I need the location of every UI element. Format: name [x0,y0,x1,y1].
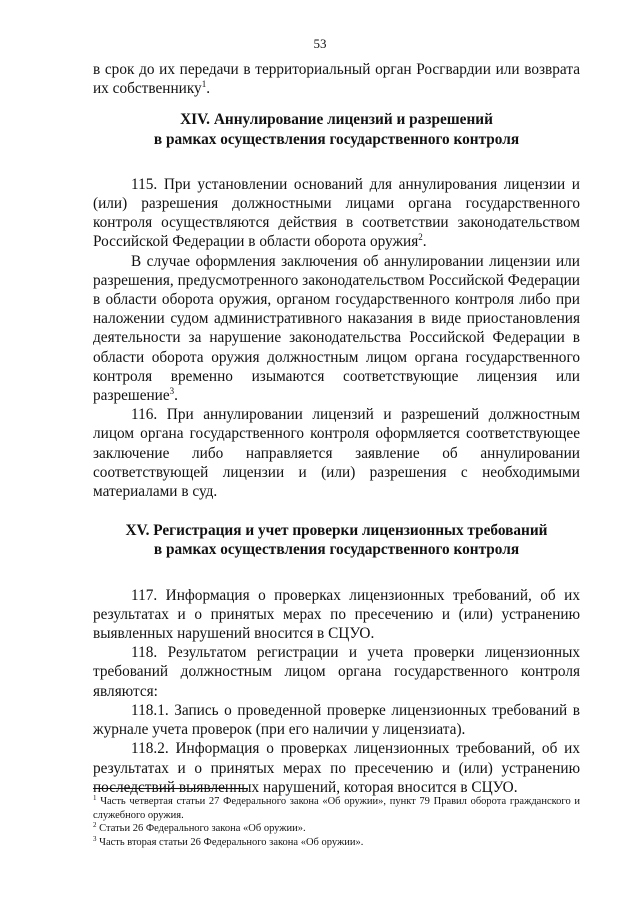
paragraph-118-1: 118.1. Запись о проведенной проверке лицензионных требований в журнале учета проверок (при его наличии у лицензиата). [93,701,580,739]
footnote-number: 1 [93,794,97,802]
section-title-line: в рамках осуществления государственного контроля [153,541,520,559]
footnote: $^2$ Статьи 26 Федерального закона «Об оружии». [93,821,306,834]
footnote-number: 2 [93,821,97,829]
paragraph-115: 115. При установлении оснований для аннулирования лицензии и (или) разрешения должностными лицами органа государственного контроля осуществляются действия в соответствии законодательством Российской Федерации в области оборота оружия$^2$. [93,175,580,251]
document-body [93,60,580,797]
footnote: $^1$ Часть четвертая статьи 27 Федерального закона «Об оружии», пункт 79 Правил оборота гражданского и служебного оружия. [93,794,581,821]
paragraph-118-2: 118.2. Информация о проверках лицензионных требований, об их результатах и о принятых мерах по пресечению и (или) устранению последствий выявленных нарушений, которая вносится в СЦУО. [93,740,580,796]
footnote-ref: 2 [418,232,423,243]
paragraph-text: в срок до их передачи в территориальный орган Росгвардии или возврата их собственнику [93,61,580,98]
footnote-number: 3 [93,834,97,843]
footnote-divider [93,788,248,789]
footnote-ref: 1 [201,79,207,90]
footnotes [93,788,580,849]
paragraph-115-cont: В случае оформления заключения об аннулировании лицензии или разрешения, предусмотренного законодательством Российской Федерации в области оборота оружия, органом государственного контроля либо при наложении судом административного наказания в виде приостановления деятельности за нарушение законодательства Российской Федерации в области оборота оружия должностным лицом органа государственного контроля временно изымаются соответствующие лицензия или разрешение$^3$. [93,252,580,405]
section-heading [93,110,580,148]
section-title-line: XIV. Аннулирование лицензий и разрешений [180,111,493,129]
paragraph-118: 118. Результатом регистрации и учета проверки лицензионных требований должностным лицом органа государственного контроля являются: [93,644,580,700]
section-title-line: в рамках осуществления государственного контроля [153,130,520,148]
paragraph-117: 117. Информация о проверках лицензионных требований, об их результатах и о принятых мерах по пресечению и (или) устранению выявленных нарушений вносится в СЦУО. [93,586,580,643]
section-heading [93,521,580,559]
footnote: $^3$ Часть вторая статьи 26 Федерального закона «Об оружии». [93,834,364,848]
page-number: 53 [313,36,327,51]
footnote-ref: 3 [169,386,175,397]
paragraph-116: 116. При аннулировании лицензий и разрешений должностным лицом органа государственного контроля оформляется соответствующее заключение либо направляется заявление об аннулировании соответствующей лицензии и (или) разрешения с необходимыми материалами в суд. [93,406,580,501]
continuation-paragraph: в срок до их передачи в территориальный орган Росгвардии или возврата их собственнику$^1$. [93,61,580,98]
section-title-line: XV. Регистрация и учет проверки лицензионных требований [125,522,548,540]
